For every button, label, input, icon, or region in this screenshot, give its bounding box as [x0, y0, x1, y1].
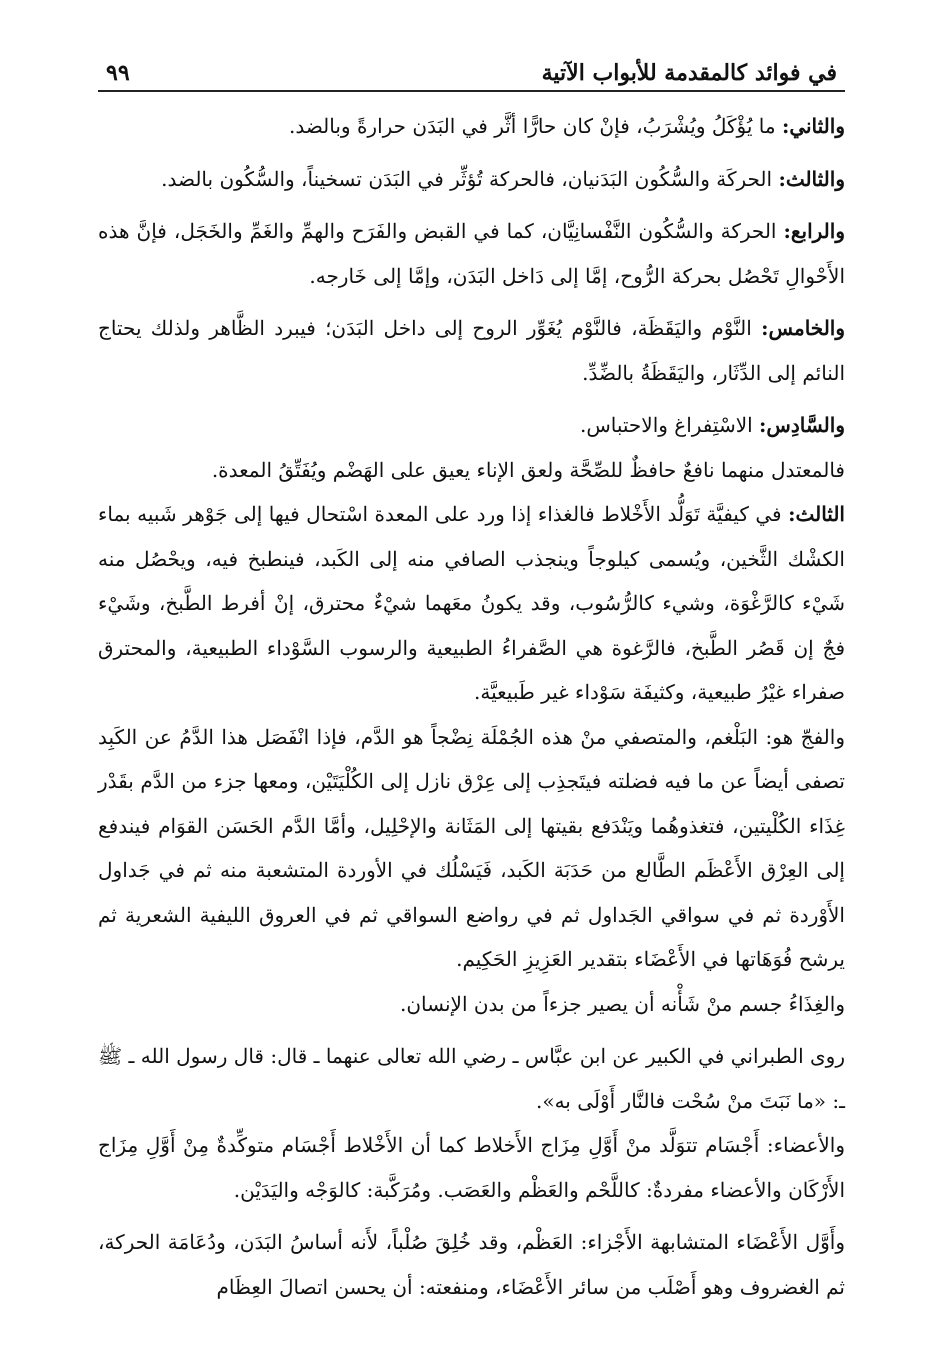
paragraph-lead: الثالث: — [788, 502, 845, 526]
paragraph — [98, 209, 845, 298]
paragraph-text: ما يُؤْكَلُ ويُشْرَبُ، فإنْ كان حارًّا أثَّر في البَدَن حرارةً وبالضد. — [288, 114, 782, 138]
paragraph-text: روى الطبراني في الكبير عن ابن عبَّاس ـ رضي الله تعالى عنهما ـ قال: قال رسول الله ـ ﷺ ـ: «ما نَبَتَ منْ سُحْت فالنَّار أَوْلَى به». — [98, 1044, 845, 1113]
paragraph — [98, 448, 845, 493]
paragraph-lead: والخامس: — [761, 316, 845, 340]
paragraph-text: والأعضاء: أَجْسَام تتوَلَّد منْ أَوَّلِ مِزَاج الأَخلاط كما أن الأَخْلاط أَجْسَام متوكِّدةٌ مِنْ أَوَّلِ مِزَاج الأَرْكَان والأعضاء مفردةٌ: كاللَّحْم والعَظْم والعَصَب. ومُرَكَّبة: كالوَجْه واليَدَيْن. — [98, 1133, 845, 1202]
running-title: في فوائد كالمقدمة للأبواب الآتية — [541, 60, 837, 86]
paragraph — [98, 157, 845, 202]
paragraph-lead: والسَّادِس: — [759, 413, 845, 437]
paragraph-lead: والثاني: — [781, 114, 845, 138]
paragraph — [98, 1034, 845, 1123]
paragraph — [98, 982, 845, 1027]
paragraph — [98, 1220, 845, 1309]
paragraph-text: في كيفيَّة تَوَلُّد الأَخْلاط فالغذاء إذا ورد على المعدة اسْتحال فيها إلى جَوْهر شَبيه بماء الكشْك الثَّخين، ويُسمى كيلوجاً وينجذب الصافي منه إلى الكَبد، فينطبخ فيه، ويحْصُل منه شَيْء كالرَّغْوَة، وشيء كالرُّسُوب، وقد يكونُ معَهما شيْءٌ محترق، إنْ أفرط الطَّبخ، وشَيْء فجٌ إن قَصُر الطَّبخ، فالرَّغوة هي الصَّفراءُ الطبيعية والرسوب السَّوْداء الطبيعية، والمحترق صفراء غيْرُ طبيعية، وكثيفَة سَوْداء غير طَبيعيَّة. — [98, 502, 845, 704]
paragraph — [98, 403, 845, 448]
paragraph-text: والفجّ هو: البَلْغم، والمتصفي منْ هذه الجُمْلَة نِضْجاً هو الدَّم، فإذا انْفَصَل هذا الدَّمُ عن الكَبِد تصفى أيضاً عن ما فيه فضلته فيتَجذِب إلى عِرْق نازل إلى الكُلْيَتَيْن، ومعها جزء من الدَّم بقَدْر غِذَاء الكُلْيتين، فتغذوهُما ويَنْدَفع بقيتها إلى المَثَانة والإحْلِيل، وأمَّا الدَّم الحَسَن القوَام فيندفع إلى العِرْق الأَعْظَم الطَّالع من حَدَبَة الكَبد، فَيَسْلُك في الأوردة المتشعبة منه ثم في جَداول الأَوْردة ثم في سواقي الجَداول ثم في رواضع السواقي ثم في العروق الليفية الشعرية ثم يرشح فُوَهَاتها في الأَعْضَاء بتقدير العَزِيزِ الحَكِيم. — [98, 724, 845, 971]
paragraph — [98, 1123, 845, 1212]
paragraph — [98, 492, 845, 715]
page-body — [98, 104, 845, 1309]
page-number: ٩٩ — [106, 60, 130, 86]
paragraph-lead: والرابع: — [783, 219, 845, 243]
paragraph — [98, 104, 845, 149]
page-header — [98, 44, 845, 92]
paragraph — [98, 306, 845, 395]
paragraph-text: الحركة والسُّكُون النَّفْسانِيَّان، كما في القبض والفَرَح والهمِّ والغَمِّ والخَجَل، فإنَّ هذه الأَحْوالِ تَحْصُل بحركة الرُّوح، إمَّا إلى دَاخل البَدَن، وإمَّا إلى خَارجه. — [98, 219, 845, 288]
paragraph-text: النَّوْم واليَقَظَة، فالنَّوْم يُغَوِّر الروح إلى داخل البَدَن؛ فيبرد الظَّاهر ولذلك يحتاج النائم إلى الدِّثَار، واليَقَظَةُ بالضِّدِّ. — [98, 316, 845, 385]
paragraph-text: والغِذَاءُ جسم منْ شَأْنه أن يصير جزءاً من بدن الإنسان. — [399, 991, 845, 1016]
paragraph-text: فالمعتدل منهما نافعٌ حافظٌ للصِّحَّة ولعق الإناء يعيق على الهَضْم ويُفَتِّقُ المعدة. — [211, 457, 845, 482]
paragraph-lead: والثالث: — [778, 166, 845, 191]
paragraph — [98, 715, 845, 982]
paragraph-text: الاسْتِفراغ والاحتباس. — [580, 413, 760, 437]
paragraph-text: الحركَة والسُّكُون البَدَنيان، فالحركة تُؤثِّر في البَدَن تسخيناً، والسُّكُون بالضد. — [161, 166, 779, 191]
paragraph-text: وأَوَّل الأَعْضَاء المتشابهة الأَجْزاء: العَظْم، وقد خُلِقَ صُلْباً، لأَنه أساسُ البَدَن، ودُعَامَة الحركة، ثم الغضروف وهو أَصْلَب من سائر الأَعْضَاء، ومنفعته: أن يحسن اتصالَ العِظَام — [98, 1230, 845, 1299]
